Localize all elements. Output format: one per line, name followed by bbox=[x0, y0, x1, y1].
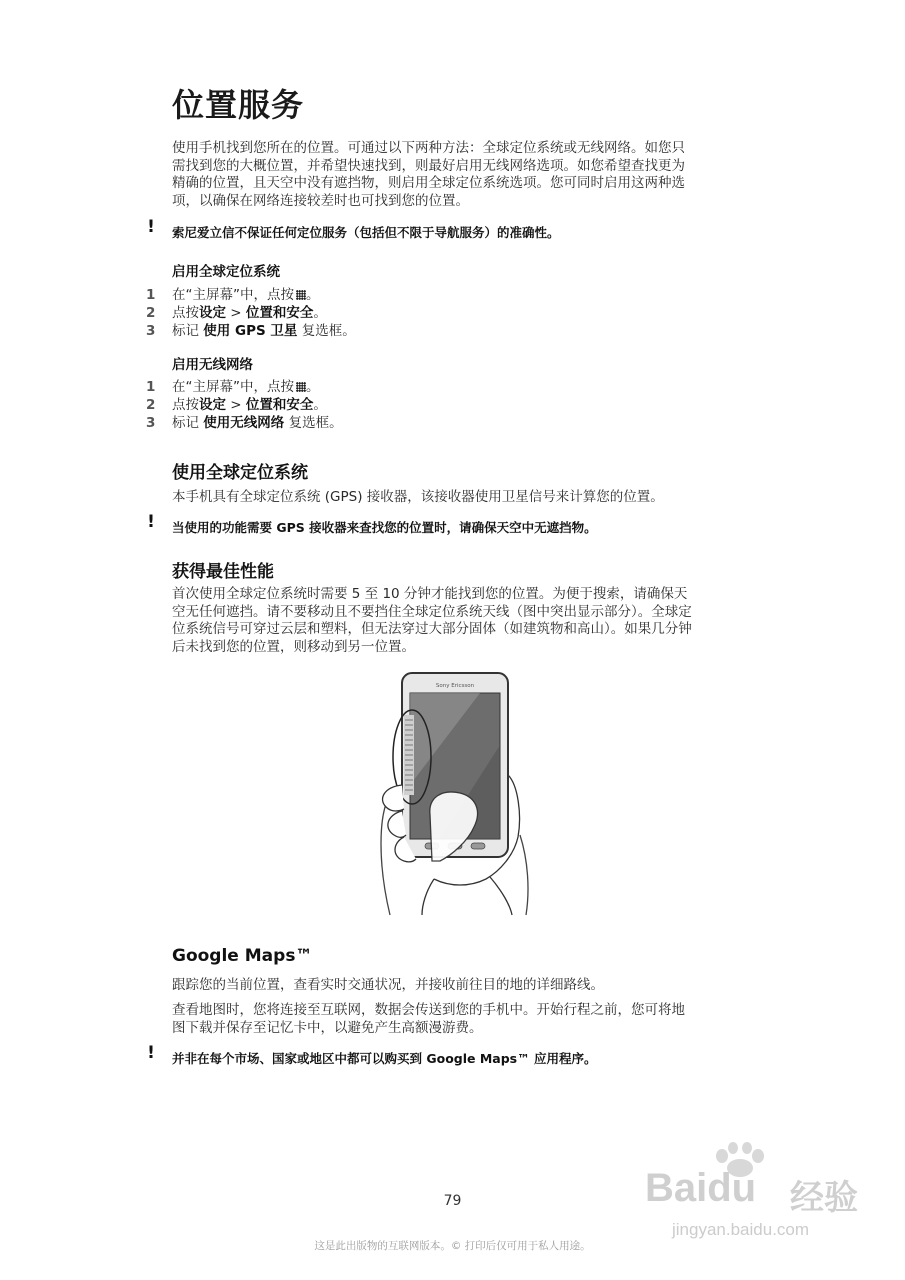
gps-step-2: 2 点按设定 > 位置和安全。 bbox=[146, 305, 327, 321]
google-maps-heading: Google Maps™ bbox=[172, 946, 313, 966]
wifi-step-2: 2 点按设定 > 位置和安全。 bbox=[146, 397, 327, 413]
gps-section-text: 本手机具有全球定位系统 (GPS) 接收器，该接收器使用卫星信号来计算您的位置。 bbox=[172, 489, 664, 505]
app-grid-icon bbox=[296, 290, 306, 300]
maps-text-1: 跟踪您的当前位置，查看实时交通状况，并接收前往目的地的详细路线。 bbox=[172, 977, 604, 993]
gps-note: 当使用的功能需要 GPS 接收器来查找您的位置时，请确保天空中无遮挡物。 bbox=[172, 520, 597, 535]
wifi-step-3: 3 标记 使用无线网络 复选框。 bbox=[146, 415, 343, 431]
best-performance-paragraph bbox=[172, 586, 762, 656]
maps-line: 查看地图时，您将连接至互联网，数据会传送到您的手机中。开始行程之前，您可将地 bbox=[172, 1002, 685, 1018]
enable-wifi-heading: 启用无线网络 bbox=[172, 357, 253, 373]
maps-text-2 bbox=[172, 1002, 762, 1037]
watermark-logo-a: Bai bbox=[645, 1166, 708, 1210]
intro-line: 精确的位置，且天空中没有遮挡物，则启用全球定位系统选项。您可同时启用这两种选 bbox=[172, 175, 685, 191]
page-title: 位置服务 bbox=[172, 86, 305, 124]
page-number: 79 bbox=[443, 1193, 462, 1209]
perf-line: 空无任何遮挡。请不要移动且不要挡住全球定位系统天线（图中突出显示部分）。全球定 bbox=[172, 603, 692, 620]
intro-line: 项，以确保在网络连接较差时也可找到您的位置。 bbox=[172, 192, 469, 209]
warning-icon: ! bbox=[147, 217, 155, 237]
intro-line: 使用手机找到您所在的位置。可通过以下两种方法：全球定位系统或无线网络。如您只 bbox=[172, 140, 685, 156]
best-performance-heading: 获得最佳性能 bbox=[172, 562, 274, 582]
perf-line: 位系统信号可穿过云层和塑料，但无法穿过大部分固体（如建筑物和高山）。如果几分钟 bbox=[172, 621, 692, 637]
perf-line: 首次使用全球定位系统时需要 5 至 10 分钟才能找到您的位置。为便于搜索，请确保天 bbox=[172, 586, 688, 602]
gps-step-3: 3 标记 使用 GPS 卫星 复选框。 bbox=[146, 323, 356, 339]
phone-in-hand-illustration bbox=[370, 665, 540, 917]
intro-line: 需找到您的大概位置，并希望快速找到，则最好启用无线网络选项。如您希望查找更为 bbox=[172, 157, 685, 174]
maps-note: 并非在每个市场、国家或地区中都可以购买到 Google Maps™ 应用程序。 bbox=[172, 1051, 597, 1066]
wifi-step-1: 1 在“主屏幕”中，点按 。 bbox=[146, 379, 320, 395]
watermark-logo-b: du bbox=[707, 1166, 757, 1210]
phone-brand-text: Sony Ericsson bbox=[435, 683, 475, 689]
warning-icon: ! bbox=[147, 1043, 155, 1063]
enable-gps-heading: 启用全球定位系统 bbox=[172, 264, 280, 280]
app-grid-icon bbox=[296, 382, 306, 392]
perf-line: 后未找到您的位置，则移动到另一位置。 bbox=[172, 638, 415, 655]
accuracy-note: 索尼爱立信不保证任何定位服务（包括但不限于导航服务）的准确性。 bbox=[172, 225, 560, 240]
intro-paragraph bbox=[172, 140, 762, 210]
gps-step-1: 1 在“主屏幕”中，点按 。 bbox=[146, 287, 320, 303]
maps-line: 图下载并保存至记忆卡中，以避免产生高额漫游费。 bbox=[172, 1019, 483, 1036]
watermark-url: jingyan.baidu.com bbox=[672, 1220, 810, 1239]
warning-icon: ! bbox=[147, 512, 155, 532]
watermark-cn: 经验 bbox=[790, 1179, 858, 1217]
gps-section-heading: 使用全球定位系统 bbox=[172, 463, 308, 483]
footer-note: 这是此出版物的互联网版本。© 打印后仅可用于私人用途。 bbox=[314, 1240, 591, 1252]
